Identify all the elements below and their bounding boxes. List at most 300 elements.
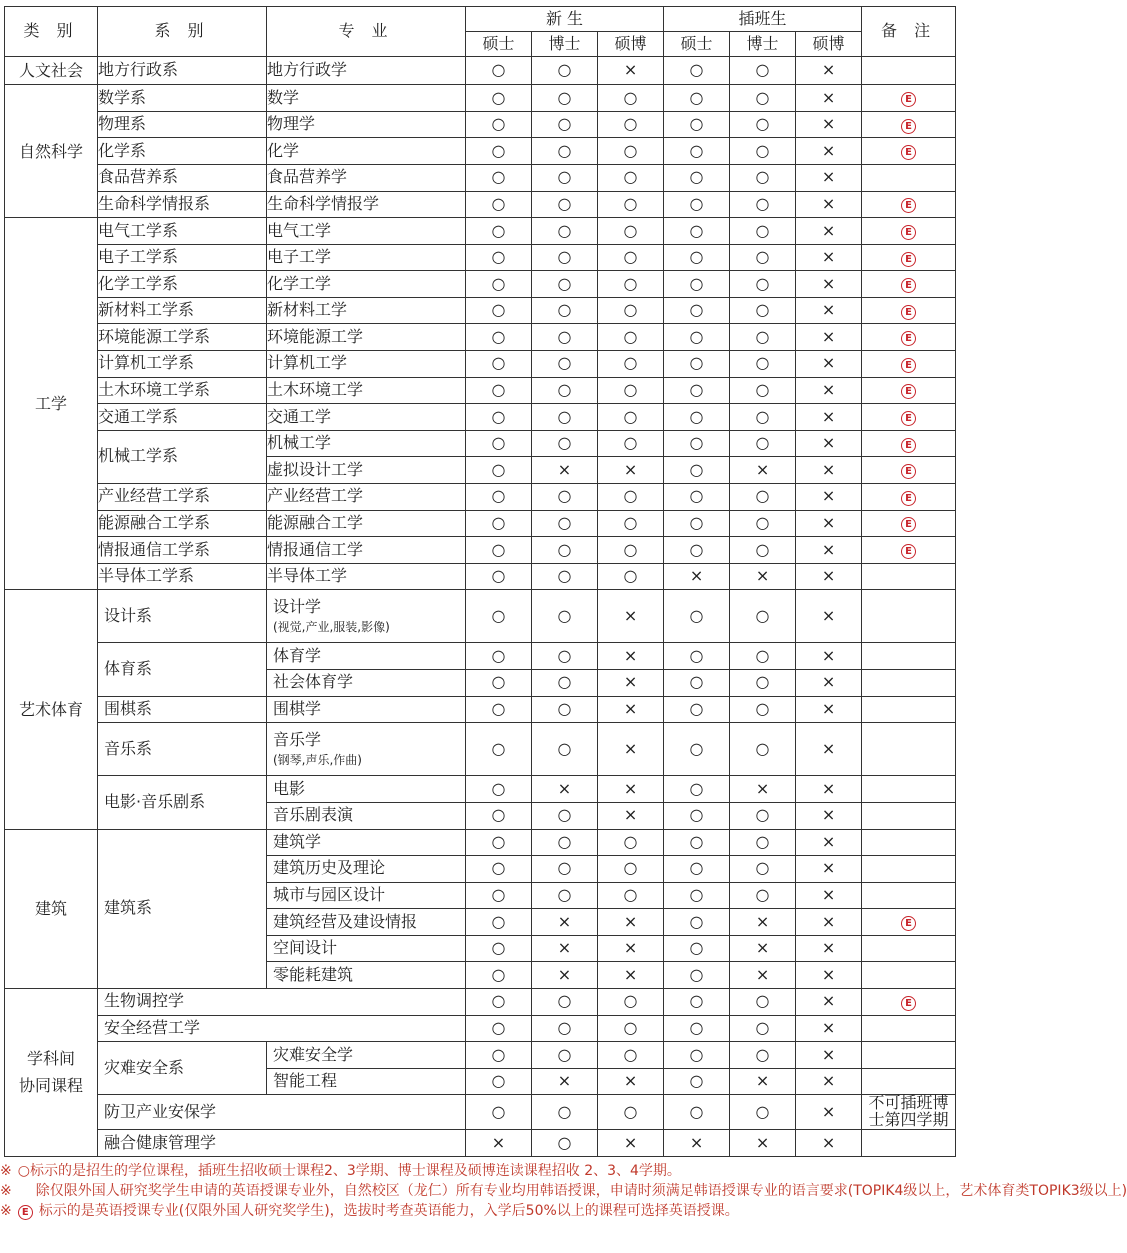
not-offered-mark-transfer-combined: × xyxy=(796,537,862,564)
table-row xyxy=(5,111,956,138)
remark-cell xyxy=(862,85,956,112)
header-transfer-master: 硕士 xyxy=(664,32,730,57)
department-cell: 化学系 xyxy=(98,138,267,165)
not-offered-mark-transfer-combined: × xyxy=(796,935,862,962)
department-cell: 数学系 xyxy=(98,85,267,112)
offered-mark-freshman-doctor: ○ xyxy=(532,244,598,271)
offered-mark-freshman-master: ○ xyxy=(466,297,532,324)
not-offered-mark-freshman-master: × xyxy=(466,1129,532,1156)
offered-mark-transfer-doctor: ○ xyxy=(730,191,796,218)
offered-mark-freshman-master: ○ xyxy=(466,537,532,564)
footnote-text: ○标示的是招生的学位课程，插班生招收硕士课程2、3学期、博士课程及硕博连读课程招收 2、3、4学期。 xyxy=(17,1163,681,1179)
offered-mark-transfer-master: ○ xyxy=(664,696,730,723)
not-offered-mark-transfer-combined: × xyxy=(796,57,862,85)
not-offered-mark-freshman-doctor: × xyxy=(532,962,598,989)
table-row xyxy=(5,57,956,85)
offered-mark-freshman-combined: ○ xyxy=(598,1095,664,1130)
major-cell xyxy=(267,882,466,909)
major-cell xyxy=(267,297,466,324)
offered-mark-transfer-doctor: ○ xyxy=(730,670,796,697)
table-row xyxy=(5,430,956,457)
not-offered-mark-freshman-combined: × xyxy=(598,723,664,776)
offered-mark-transfer-master: ○ xyxy=(664,909,730,936)
offered-mark-freshman-master: ○ xyxy=(466,430,532,457)
offered-mark-transfer-doctor: ○ xyxy=(730,882,796,909)
offered-mark-freshman-master: ○ xyxy=(466,829,532,856)
offered-mark-freshman-master: ○ xyxy=(466,882,532,909)
remark-cell xyxy=(862,802,956,829)
offered-mark-transfer-master: ○ xyxy=(664,138,730,165)
remark-cell xyxy=(862,776,956,803)
not-offered-mark-transfer-combined: × xyxy=(796,1129,862,1156)
offered-mark-freshman-doctor: ○ xyxy=(532,165,598,192)
offered-mark-freshman-doctor: ○ xyxy=(532,643,598,670)
major-name: 围棋学 xyxy=(273,698,322,718)
offered-mark-transfer-master: ○ xyxy=(664,1015,730,1042)
table-row xyxy=(5,404,956,431)
offered-mark-freshman-master: ○ xyxy=(466,909,532,936)
not-offered-mark-transfer-combined: × xyxy=(796,457,862,484)
offered-mark-transfer-master: ○ xyxy=(664,802,730,829)
major-name: 城市与园区设计 xyxy=(273,885,386,905)
english-badge-icon: E xyxy=(901,198,916,213)
remark-cell xyxy=(862,643,956,670)
major-name: 化学工学 xyxy=(267,273,332,293)
major-name: 情报通信工学 xyxy=(267,539,364,559)
not-offered-mark-freshman-combined: × xyxy=(598,802,664,829)
offered-mark-transfer-master: ○ xyxy=(664,165,730,192)
english-badge-icon: E xyxy=(901,438,916,453)
table-row xyxy=(5,1015,956,1042)
not-offered-mark-transfer-combined: × xyxy=(796,563,862,590)
offered-mark-freshman-doctor: ○ xyxy=(532,218,598,245)
not-offered-mark-transfer-combined: × xyxy=(796,696,862,723)
not-offered-mark-transfer-combined: × xyxy=(796,670,862,697)
offered-mark-transfer-doctor: ○ xyxy=(730,723,796,776)
table-row xyxy=(5,1129,956,1156)
table-row xyxy=(5,351,956,378)
footnote-marker: ※ xyxy=(0,1183,12,1199)
offered-mark-freshman-master: ○ xyxy=(466,856,532,883)
offered-mark-freshman-doctor: ○ xyxy=(532,590,598,643)
offered-mark-freshman-master: ○ xyxy=(466,483,532,510)
offered-mark-freshman-master: ○ xyxy=(466,324,532,351)
offered-mark-freshman-combined: ○ xyxy=(598,138,664,165)
remark-cell xyxy=(862,324,956,351)
offered-mark-freshman-doctor: ○ xyxy=(532,988,598,1015)
not-offered-mark-transfer-combined: × xyxy=(796,85,862,112)
offered-mark-freshman-combined: ○ xyxy=(598,882,664,909)
major-name: 建筑历史及理论 xyxy=(273,858,386,878)
not-offered-mark-freshman-combined: × xyxy=(598,643,664,670)
english-badge-icon: E xyxy=(901,252,916,267)
offered-mark-freshman-master: ○ xyxy=(466,1042,532,1069)
remark-cell xyxy=(862,510,956,537)
major-name: 空间设计 xyxy=(273,938,338,958)
offered-mark-freshman-master: ○ xyxy=(466,111,532,138)
table-row xyxy=(5,563,956,590)
remark-cell xyxy=(862,988,956,1015)
major-name: 产业经营工学 xyxy=(267,486,364,506)
major-cell xyxy=(267,377,466,404)
offered-mark-transfer-doctor: ○ xyxy=(730,57,796,85)
english-badge-icon: E xyxy=(901,411,916,426)
table-row xyxy=(5,483,956,510)
remark-cell xyxy=(862,935,956,962)
category-cell: 自然科学 xyxy=(5,85,98,218)
remark-cell xyxy=(862,563,956,590)
major-name: 音乐学 xyxy=(273,730,322,750)
footnote-1 xyxy=(0,1161,957,1181)
offered-mark-freshman-master: ○ xyxy=(466,776,532,803)
offered-mark-transfer-master: ○ xyxy=(664,297,730,324)
offered-mark-freshman-master: ○ xyxy=(466,802,532,829)
offered-mark-freshman-doctor: ○ xyxy=(532,1042,598,1069)
not-offered-mark-transfer-combined: × xyxy=(796,590,862,643)
remark-cell xyxy=(862,723,956,776)
offered-mark-freshman-master: ○ xyxy=(466,1015,532,1042)
english-badge-icon: E xyxy=(901,517,916,532)
offered-mark-transfer-master: ○ xyxy=(664,218,730,245)
major-name: 智能工程 xyxy=(273,1071,338,1091)
not-offered-mark-freshman-combined: × xyxy=(598,696,664,723)
not-offered-mark-freshman-combined: × xyxy=(598,909,664,936)
header-major: 专 业 xyxy=(267,7,466,57)
table-row xyxy=(5,218,956,245)
offered-mark-transfer-master: ○ xyxy=(664,962,730,989)
major-name: 灾难安全学 xyxy=(273,1044,354,1064)
major-name: 设计学 xyxy=(273,597,322,617)
header-department: 系 别 xyxy=(98,7,267,57)
major-cell xyxy=(267,138,466,165)
not-offered-mark-freshman-combined: × xyxy=(598,1129,664,1156)
offered-mark-freshman-master: ○ xyxy=(466,590,532,643)
major-cell xyxy=(267,165,466,192)
english-badge-icon: E xyxy=(901,384,916,399)
offered-mark-freshman-master: ○ xyxy=(466,723,532,776)
major-cell xyxy=(267,643,466,670)
offered-mark-freshman-doctor: ○ xyxy=(532,1129,598,1156)
major-subtext: (视觉,产业,服装,影像) xyxy=(273,619,390,634)
offered-mark-transfer-master: ○ xyxy=(664,271,730,298)
offered-mark-freshman-combined: ○ xyxy=(598,218,664,245)
offered-mark-transfer-master: ○ xyxy=(664,590,730,643)
offered-mark-freshman-combined: ○ xyxy=(598,244,664,271)
major-name: 建筑学 xyxy=(273,831,322,851)
offered-mark-transfer-doctor: ○ xyxy=(730,138,796,165)
english-badge-icon: E xyxy=(18,1205,33,1220)
department-cell: 设计系 xyxy=(98,590,267,643)
not-offered-mark-transfer-combined: × xyxy=(796,1095,862,1130)
offered-mark-transfer-master: ○ xyxy=(664,643,730,670)
english-badge-icon: E xyxy=(901,358,916,373)
major-name: 交通工学 xyxy=(267,406,332,426)
remark-cell xyxy=(862,111,956,138)
category-cell: 建筑 xyxy=(5,829,98,988)
not-offered-mark-freshman-doctor: × xyxy=(532,776,598,803)
not-offered-mark-transfer-master: × xyxy=(664,1129,730,1156)
major-cell xyxy=(267,909,466,936)
department-cell: 半导体工学系 xyxy=(98,563,267,590)
not-offered-mark-transfer-combined: × xyxy=(796,430,862,457)
major-name: 零能耗建筑 xyxy=(273,964,354,984)
offered-mark-freshman-master: ○ xyxy=(466,510,532,537)
major-cell xyxy=(267,563,466,590)
remark-cell xyxy=(862,696,956,723)
not-offered-mark-transfer-combined: × xyxy=(796,271,862,298)
offered-mark-freshman-master: ○ xyxy=(466,218,532,245)
category-cell: 工学 xyxy=(5,218,98,590)
offered-mark-transfer-master: ○ xyxy=(664,856,730,883)
offered-mark-freshman-doctor: ○ xyxy=(532,138,598,165)
table-row xyxy=(5,776,956,803)
offered-mark-transfer-doctor: ○ xyxy=(730,1042,796,1069)
major-cell xyxy=(267,351,466,378)
offered-mark-transfer-master: ○ xyxy=(664,1068,730,1095)
not-offered-mark-transfer-combined: × xyxy=(796,723,862,776)
major-cell xyxy=(267,57,466,85)
offered-mark-freshman-master: ○ xyxy=(466,643,532,670)
offered-mark-transfer-doctor: ○ xyxy=(730,643,796,670)
not-offered-mark-transfer-combined: × xyxy=(796,483,862,510)
not-offered-mark-freshman-doctor: × xyxy=(532,935,598,962)
not-offered-mark-transfer-doctor: × xyxy=(730,1129,796,1156)
not-offered-mark-transfer-combined: × xyxy=(796,165,862,192)
offered-mark-freshman-combined: ○ xyxy=(598,510,664,537)
not-offered-mark-freshman-doctor: × xyxy=(532,909,598,936)
department-cell: 环境能源工学系 xyxy=(98,324,267,351)
english-badge-icon: E xyxy=(901,916,916,931)
department-cell: 音乐系 xyxy=(98,723,267,776)
remark-cell xyxy=(862,191,956,218)
remark-cell xyxy=(862,430,956,457)
offered-mark-freshman-doctor: ○ xyxy=(532,85,598,112)
table-row xyxy=(5,191,956,218)
offered-mark-transfer-doctor: ○ xyxy=(730,537,796,564)
table-row xyxy=(5,988,956,1015)
major-cell xyxy=(267,244,466,271)
offered-mark-freshman-doctor: ○ xyxy=(532,351,598,378)
offered-mark-freshman-doctor: ○ xyxy=(532,191,598,218)
major-name: 电影 xyxy=(273,778,306,798)
offered-mark-freshman-doctor: ○ xyxy=(532,430,598,457)
offered-mark-transfer-doctor: ○ xyxy=(730,85,796,112)
offered-mark-transfer-master: ○ xyxy=(664,324,730,351)
remark-cell xyxy=(862,1129,956,1156)
footnotes xyxy=(0,1161,1127,1221)
offered-mark-transfer-doctor: ○ xyxy=(730,590,796,643)
header-freshman-combined: 硕博 xyxy=(598,32,664,57)
not-offered-mark-freshman-combined: × xyxy=(598,935,664,962)
offered-mark-freshman-master: ○ xyxy=(466,670,532,697)
english-badge-icon: E xyxy=(901,225,916,240)
not-offered-mark-freshman-combined: × xyxy=(598,1068,664,1095)
not-offered-mark-transfer-combined: × xyxy=(796,882,862,909)
offered-mark-freshman-combined: ○ xyxy=(598,1015,664,1042)
department-cell: 计算机工学系 xyxy=(98,351,267,378)
major-name: 化学 xyxy=(267,140,300,160)
department-cell: 土木环境工学系 xyxy=(98,377,267,404)
offered-mark-freshman-doctor: ○ xyxy=(532,829,598,856)
offered-mark-freshman-master: ○ xyxy=(466,457,532,484)
major-cell xyxy=(267,510,466,537)
offered-mark-freshman-combined: ○ xyxy=(598,271,664,298)
major-cell xyxy=(267,776,466,803)
offered-mark-freshman-doctor: ○ xyxy=(532,297,598,324)
department-cell: 建筑系 xyxy=(98,829,267,988)
offered-mark-transfer-doctor: ○ xyxy=(730,165,796,192)
not-offered-mark-freshman-doctor: × xyxy=(532,1068,598,1095)
major-cell xyxy=(267,85,466,112)
major-name: 半导体工学 xyxy=(267,566,348,586)
table-body xyxy=(5,57,956,1157)
header-freshman-doctor: 博士 xyxy=(532,32,598,57)
offered-mark-transfer-doctor: ○ xyxy=(730,988,796,1015)
department-cell: 物理系 xyxy=(98,111,267,138)
not-offered-mark-transfer-combined: × xyxy=(796,324,862,351)
major-cell xyxy=(267,723,466,776)
offered-mark-freshman-master: ○ xyxy=(466,962,532,989)
department-cell: 交通工学系 xyxy=(98,404,267,431)
offered-mark-freshman-master: ○ xyxy=(466,138,532,165)
offered-mark-freshman-master: ○ xyxy=(466,1068,532,1095)
not-offered-mark-transfer-doctor: × xyxy=(730,563,796,590)
offered-mark-transfer-master: ○ xyxy=(664,829,730,856)
major-cell xyxy=(267,935,466,962)
major-name: 食品营养学 xyxy=(267,167,348,187)
offered-mark-transfer-doctor: ○ xyxy=(730,483,796,510)
offered-mark-freshman-combined: ○ xyxy=(598,191,664,218)
table-row xyxy=(5,85,956,112)
offered-mark-freshman-doctor: ○ xyxy=(532,510,598,537)
remark-cell xyxy=(862,1015,956,1042)
english-badge-icon: E xyxy=(901,996,916,1011)
header-category: 类 别 xyxy=(5,7,98,57)
offered-mark-freshman-doctor: ○ xyxy=(532,723,598,776)
major-name: 数学 xyxy=(267,87,300,107)
offered-mark-freshman-master: ○ xyxy=(466,935,532,962)
table-row xyxy=(5,537,956,564)
major-name: 社会体育学 xyxy=(273,672,354,692)
offered-mark-freshman-master: ○ xyxy=(466,988,532,1015)
header-remarks: 备 注 xyxy=(862,7,956,57)
offered-mark-freshman-combined: ○ xyxy=(598,483,664,510)
table-row xyxy=(5,643,956,670)
offered-mark-freshman-combined: ○ xyxy=(598,988,664,1015)
not-offered-mark-transfer-combined: × xyxy=(796,218,862,245)
offered-mark-transfer-master: ○ xyxy=(664,57,730,85)
not-offered-mark-transfer-combined: × xyxy=(796,351,862,378)
offered-mark-freshman-master: ○ xyxy=(466,696,532,723)
table-row xyxy=(5,1042,956,1069)
offered-mark-transfer-master: ○ xyxy=(664,483,730,510)
remark-cell xyxy=(862,377,956,404)
offered-mark-transfer-doctor: ○ xyxy=(730,271,796,298)
english-badge-icon: E xyxy=(901,305,916,320)
offered-mark-freshman-doctor: ○ xyxy=(532,271,598,298)
remark-cell xyxy=(862,244,956,271)
not-offered-mark-transfer-combined: × xyxy=(796,643,862,670)
offered-mark-freshman-doctor: ○ xyxy=(532,483,598,510)
offered-mark-freshman-combined: ○ xyxy=(598,404,664,431)
not-offered-mark-transfer-doctor: × xyxy=(730,935,796,962)
department-cell: 围棋系 xyxy=(98,696,267,723)
english-badge-icon: E xyxy=(901,92,916,107)
offered-mark-transfer-master: ○ xyxy=(664,430,730,457)
not-offered-mark-freshman-combined: × xyxy=(598,590,664,643)
offered-mark-freshman-master: ○ xyxy=(466,404,532,431)
remark-cell xyxy=(862,829,956,856)
offered-mark-transfer-doctor: ○ xyxy=(730,297,796,324)
remark-cell xyxy=(862,138,956,165)
table-row xyxy=(5,590,956,643)
remark-cell xyxy=(862,962,956,989)
header-transfer-combined: 硕博 xyxy=(796,32,862,57)
department-cell: 电气工学系 xyxy=(98,218,267,245)
offered-mark-transfer-master: ○ xyxy=(664,111,730,138)
major-name: 机械工学 xyxy=(267,433,332,453)
offered-mark-transfer-doctor: ○ xyxy=(730,856,796,883)
offered-mark-freshman-combined: ○ xyxy=(598,351,664,378)
table-row xyxy=(5,829,956,856)
department-cell: 食品营养系 xyxy=(98,165,267,192)
department-cell: 灾难安全系 xyxy=(98,1042,267,1095)
offered-mark-freshman-combined: ○ xyxy=(598,1042,664,1069)
remark-cell xyxy=(862,457,956,484)
major-name: 音乐剧表演 xyxy=(273,805,354,825)
department-cell: 新材料工学系 xyxy=(98,297,267,324)
offered-mark-freshman-master: ○ xyxy=(466,1095,532,1130)
department-cell: 生命科学情报系 xyxy=(98,191,267,218)
department-cell: 产业经营工学系 xyxy=(98,483,267,510)
not-offered-mark-freshman-doctor: × xyxy=(532,457,598,484)
offered-mark-freshman-combined: ○ xyxy=(598,537,664,564)
english-badge-icon: E xyxy=(901,278,916,293)
department-cell: 体育系 xyxy=(98,643,267,696)
offered-mark-transfer-doctor: ○ xyxy=(730,430,796,457)
major-name: 能源融合工学 xyxy=(267,512,364,532)
not-offered-mark-transfer-combined: × xyxy=(796,802,862,829)
major-name: 土木环境工学 xyxy=(267,380,364,400)
offered-mark-transfer-master: ○ xyxy=(664,191,730,218)
department-cell: 机械工学系 xyxy=(98,430,267,483)
table-row xyxy=(5,723,956,776)
department-cell: 化学工学系 xyxy=(98,271,267,298)
department-cell: 电影·音乐剧系 xyxy=(98,776,267,829)
table-row xyxy=(5,165,956,192)
header-transfer-doctor: 博士 xyxy=(730,32,796,57)
footnote-text: 除仅限外国人研究奖学生申请的英语授课专业外，自然校区（龙仁）所有专业均用韩语授课，申请时须满足韩语授课专业的语言要求(TOPIK4级以上，艺术体育类TOPIK3级以上) xyxy=(35,1183,1127,1199)
major-cell xyxy=(267,324,466,351)
footnote-2 xyxy=(0,1181,1127,1201)
offered-mark-transfer-master: ○ xyxy=(664,537,730,564)
major-name: 地方行政学 xyxy=(267,60,348,80)
offered-mark-transfer-master: ○ xyxy=(664,351,730,378)
table-row xyxy=(5,510,956,537)
offered-mark-transfer-doctor: ○ xyxy=(730,1095,796,1130)
offered-mark-freshman-doctor: ○ xyxy=(532,324,598,351)
not-offered-mark-transfer-combined: × xyxy=(796,377,862,404)
not-offered-mark-freshman-combined: × xyxy=(598,776,664,803)
major-cell xyxy=(267,404,466,431)
header-freshman-master: 硕士 xyxy=(466,32,532,57)
english-badge-icon: E xyxy=(901,491,916,506)
offered-mark-freshman-doctor: ○ xyxy=(532,696,598,723)
remark-cell xyxy=(862,1042,956,1069)
not-offered-mark-transfer-combined: × xyxy=(796,111,862,138)
offered-mark-transfer-master: ○ xyxy=(664,510,730,537)
not-offered-mark-freshman-combined: × xyxy=(598,962,664,989)
